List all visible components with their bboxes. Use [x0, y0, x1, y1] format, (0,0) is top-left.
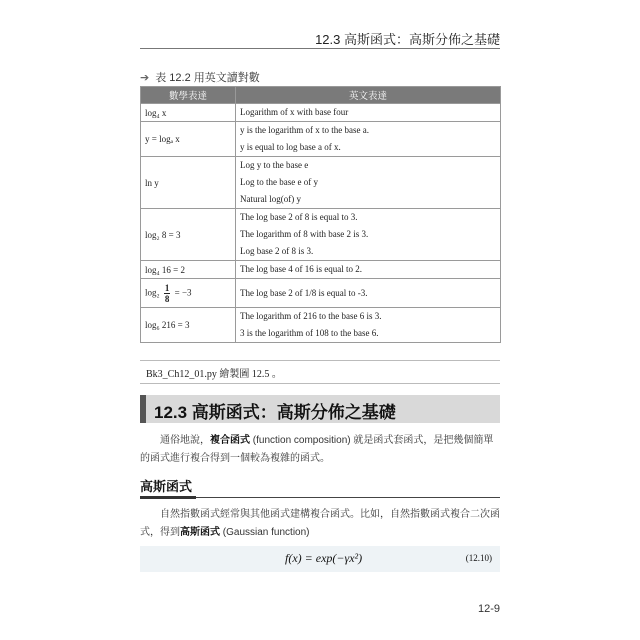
formula-box [140, 546, 500, 572]
math-cell: ln y [141, 157, 236, 209]
english-line: y is the logarithm of x to the base a. [240, 125, 369, 135]
english-line: The logarithm of 8 with base 2 is 3. [240, 229, 369, 239]
english-line: Log y to the base e [240, 160, 309, 170]
english-line: 3 is the logarithm of 108 to the base 6. [240, 328, 379, 338]
english-line: Log to the base e of y [240, 177, 318, 187]
arrow-icon: ➔ [140, 72, 150, 84]
paragraph-composition [140, 432, 500, 468]
subheading-rule [140, 497, 500, 498]
para-text: 自然指數函式經常與其他函式建構複合函式。比如，自然指數函式複合二次函式，得到 [140, 509, 500, 538]
table-row [141, 104, 501, 122]
math-cell: log₄ x [141, 104, 236, 122]
log-table [140, 86, 501, 343]
english-cell [236, 209, 501, 261]
code-note-box [140, 360, 500, 384]
english-cell [236, 122, 501, 157]
english-cell [236, 261, 501, 279]
english-line: Log base 2 of 8 is 3. [240, 246, 314, 256]
math-cell: log₂ 8 = 3 [141, 209, 236, 261]
header-rule [140, 48, 500, 49]
para-text: (function composition) 就是函式套函式，是把幾個簡單的函式進行複合得到一個較為複雜的函式。 [140, 435, 494, 464]
english-cell [236, 157, 501, 209]
column-header-english: 英文表達 [236, 87, 501, 104]
english-cell [236, 308, 501, 343]
table-row [141, 157, 501, 209]
para-bold-term: 複合函式 [210, 435, 250, 446]
page-number: 12-9 [477, 603, 500, 615]
para-text: (Gaussian function) [220, 527, 310, 538]
english-cell [236, 104, 501, 122]
table-row [141, 261, 501, 279]
english-line: The logarithm of 216 to the base 6 is 3. [240, 311, 382, 321]
math-cell [141, 279, 236, 308]
column-header-math: 數學表達 [141, 87, 236, 104]
math-prefix: log₂ [145, 287, 160, 298]
section-title: 12.3 高斯函式：高斯分佈之基礎 [154, 403, 396, 422]
math-cell: y = logₐ x [141, 122, 236, 157]
section-heading [140, 395, 500, 423]
english-line: Logarithm of x with base four [240, 107, 349, 117]
english-cell [236, 279, 501, 308]
table-caption [140, 69, 260, 85]
fraction-denominator: 8 [164, 293, 170, 304]
table-row [141, 279, 501, 308]
math-cell: log₄ 16 = 2 [141, 261, 236, 279]
table-row [141, 122, 501, 157]
section-accent [140, 395, 146, 423]
math-suffix: = −3 [174, 287, 192, 298]
running-header: 12.3 高斯函式：高斯分佈之基礎 [315, 32, 500, 47]
para-bold-term: 高斯函式 [180, 527, 220, 538]
formula-expression: f(x) = exp(−γx²) [285, 551, 363, 565]
english-line: Natural log(of) y [240, 194, 301, 204]
fraction-numerator: 1 [164, 282, 170, 293]
formula-number: (12.10) [465, 553, 492, 563]
subheading: 高斯函式 [140, 479, 193, 494]
english-line: The log base 2 of 1/8 is equal to -3. [240, 287, 368, 298]
table-caption-text: 表 12.2 用英文讀對數 [155, 72, 260, 84]
english-line: The log base 2 of 8 is equal to 3. [240, 212, 358, 222]
fraction [164, 283, 171, 304]
math-cell: log₆ 216 = 3 [141, 308, 236, 343]
para-text: 通俗地說， [160, 435, 210, 446]
english-line: The log base 4 of 16 is equal to 2. [240, 264, 362, 274]
code-note-text: Bk3_Ch12_01.py 繪製圖 12.5 。 [146, 369, 282, 380]
table-row [141, 308, 501, 343]
paragraph-gaussian [140, 506, 500, 542]
english-line: y is equal to log base a of x. [240, 142, 341, 152]
table-row [141, 209, 501, 261]
